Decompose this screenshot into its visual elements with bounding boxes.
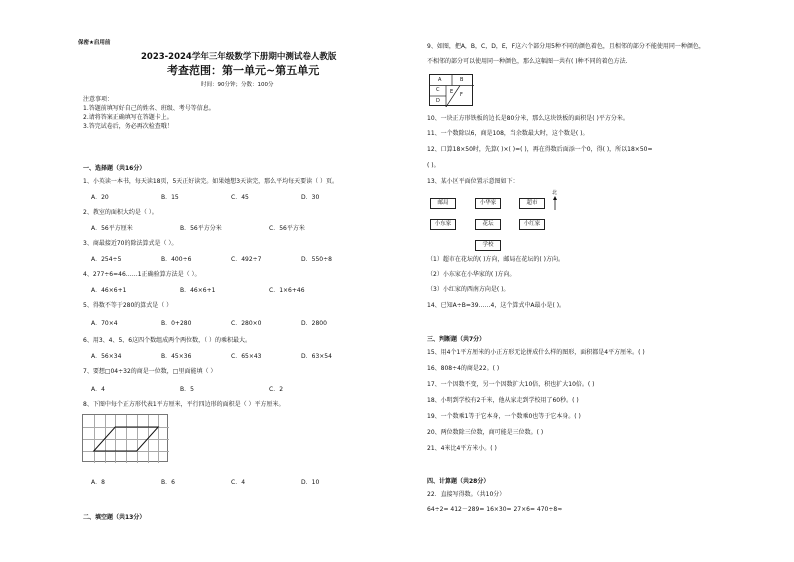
region-label: D [436, 98, 440, 104]
parallelogram-shape [83, 415, 169, 463]
question-text: 14、已知A÷B=39……4，这个算式中A最小是( )。 [427, 302, 566, 309]
judge-item: 20、两位数除三位数，商可能是三位数。( ) [427, 429, 544, 436]
north-arrow-icon [552, 196, 558, 210]
exam-title: 2023-2024学年三年级数学下册期中测试卷人教版 [141, 52, 337, 62]
option[interactable]: C．4 [231, 479, 246, 486]
option[interactable]: C．65×43 [231, 353, 262, 360]
option[interactable]: D．2800 [301, 320, 327, 327]
map-post-office: 邮局 [430, 198, 456, 209]
option[interactable]: A．46×6+1 [91, 287, 127, 294]
option[interactable]: A．56平方厘米 [91, 225, 133, 232]
location-map [427, 188, 567, 258]
map-flower-bed: 花坛 [475, 219, 501, 230]
question-text: 13、某小区平面位置示意图如下： [427, 178, 519, 185]
note-item: 3.答完试卷后，务必再次检查哦！ [83, 123, 173, 130]
question-text: 12、口算18×50时，先算( )×( )=( )，再在得数后面添一个0，得( )，所以18×50= [427, 146, 653, 153]
option[interactable]: A．70×4 [91, 320, 118, 327]
note-item: 2.请将答案正确填写在答题卡上。 [83, 114, 173, 121]
option[interactable]: C．56平方米 [269, 225, 305, 232]
map-dongdong-home: 小东家 [430, 219, 456, 230]
region-label: B [460, 77, 464, 83]
option[interactable]: D．63×54 [301, 353, 332, 360]
question-text: 3、商最接近70的除法算式是（ ）。 [83, 240, 178, 247]
notes-heading: 注意事项： [83, 96, 114, 103]
judge-item: 21、4米比4平方米小。( ) [427, 445, 497, 452]
option[interactable]: A．8 [91, 479, 105, 486]
question-text: 1、小英读一本书，每天读18页，5天正好读完。如果她想3天读完，那么平均每天要读（ ）页。 [83, 178, 338, 185]
region-label: E [450, 89, 454, 95]
option[interactable]: A．254÷5 [91, 256, 122, 263]
option[interactable]: C．280×0 [231, 320, 262, 327]
question-text: 8、下图中每个正方形代表1平方厘米，平行四边形的面积是（ ）平方厘米。 [83, 401, 285, 408]
option[interactable]: C．45 [231, 194, 249, 201]
judge-item: 15、用4个1平方厘米的小正方形无论拼成什么样的图形，面积都是4平方厘米。( ) [427, 349, 645, 356]
judge-item: 18、小明到学校有2千米，他从家走到学校用了60秒。( ) [427, 397, 579, 404]
section-heading: 三、判断题（共7分） [427, 336, 486, 343]
map-supermarket: 超市 [519, 198, 545, 209]
grid-figure [82, 414, 168, 462]
question-text: 4、277÷6=46……1正确验算方法是（ ）。 [83, 271, 201, 278]
question-text: 11、一个数除以6，商是108，当余数最大时，这个数是( )。 [427, 130, 589, 137]
judge-item: 16、808÷4的商是22。( ) [427, 365, 500, 372]
option[interactable]: B．15 [161, 194, 179, 201]
option[interactable]: B．56平方分米 [180, 225, 222, 232]
section-heading: 二、填空题（共13分） [83, 514, 146, 521]
option[interactable]: B．45×36 [161, 353, 192, 360]
option[interactable]: D．30 [301, 194, 320, 201]
coloring-figure [429, 74, 473, 106]
judge-item: 19、一个数乘1等于它本身，一个数乘0也等于它本身。( ) [427, 413, 581, 420]
option[interactable]: A．56×34 [91, 353, 122, 360]
question-text: 22．直接写得数。（共10分） [427, 491, 506, 498]
question-text: 2、教室的面积大约是（ ）。 [83, 209, 158, 216]
option[interactable]: B．0+280 [161, 320, 192, 327]
map-school: 学校 [475, 240, 501, 251]
option[interactable]: C．2 [269, 386, 284, 393]
question-text: （3）小红家的西南方向是( )。 [427, 286, 510, 293]
option[interactable]: D．10 [301, 479, 320, 486]
question-text: 10、一块正方形铁板的边长是80分米，那么这块铁板的面积是( )平方分米。 [427, 115, 629, 122]
region-label: A [438, 77, 442, 83]
question-text: ( )。 [427, 162, 440, 169]
north-label: 北 [552, 190, 558, 196]
question-text: （2）小东家在小华家的( )方向。 [427, 271, 516, 278]
calc-row: 64÷2= 412－289= 16×30= 27×6= 470÷8≈ [427, 506, 563, 513]
note-item: 1.答题前填写好自己的姓名、班级、考号等信息。 [83, 105, 215, 112]
section-heading: 一、选择题（共16分） [83, 165, 146, 172]
question-text: 不相邻的部分可以使用同一种颜色，那么这幅图一共有( )种不同的着色方法. [427, 58, 628, 65]
secret-label: 保密★启用前 [78, 40, 111, 46]
exam-meta: 时间：90分钟；分数：100分 [201, 82, 274, 88]
option[interactable]: B．6 [161, 479, 175, 486]
question-text: 5、得数不等于280的算式是（ ） [83, 302, 173, 309]
region-label: F [460, 92, 463, 98]
option[interactable]: A．20 [91, 194, 109, 201]
question-text: 7、要想□04÷32的商是一位数，□里面能填（ ） [83, 368, 217, 375]
judge-item: 17、一个因数不变，另一个因数扩大10倍，积也扩大10倍。( ) [427, 381, 595, 388]
option[interactable]: A．4 [91, 386, 105, 393]
exam-scope: 考查范围：第一单元~第五单元 [167, 64, 320, 77]
option[interactable]: B．400÷6 [161, 256, 192, 263]
region-label: C [436, 87, 440, 93]
question-text: 6、用3、4、5、6这四个数组成两个两位数，（ ）的乘积最大。 [83, 337, 251, 344]
map-hong-home: 小红家 [519, 219, 545, 230]
question-text: 9、如图，把A，B，C，D，E，F这六个部分用5种不同的颜色着色，且相邻的部分不能使用同一种颜色， [427, 43, 705, 50]
option[interactable]: C．1×6+46 [269, 287, 305, 294]
option[interactable]: D．550÷8 [301, 256, 332, 263]
option[interactable]: B．5 [180, 386, 194, 393]
map-huahua-home: 小华家 [475, 198, 501, 209]
section-heading: 四、计算题（共28分） [427, 478, 490, 485]
option[interactable]: B．46×6+1 [180, 287, 216, 294]
question-text: （1）超市在花坛的( )方向，邮局在花坛的( )方向。 [427, 256, 564, 263]
option[interactable]: C．492÷7 [231, 256, 262, 263]
